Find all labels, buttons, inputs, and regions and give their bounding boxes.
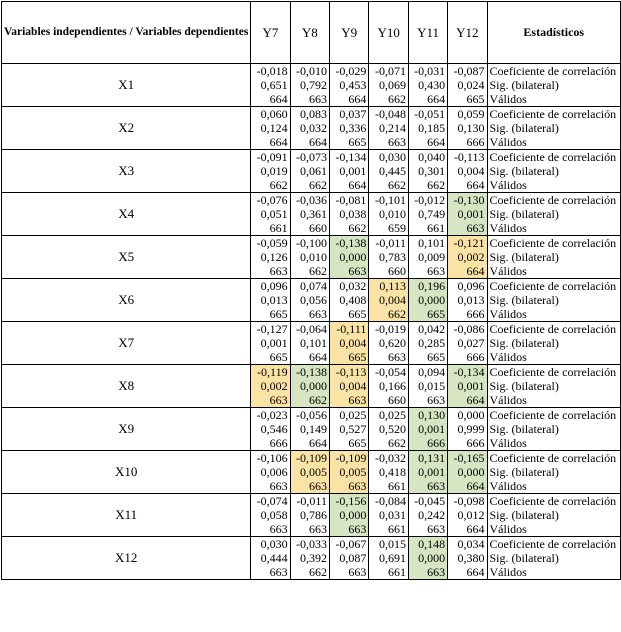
- valid-count-cell: 660: [290, 221, 329, 236]
- significance-cell: 0,004: [448, 164, 487, 178]
- coefficient-cell: -0,074: [251, 494, 290, 509]
- significance-cell: 0,038: [330, 207, 369, 221]
- coefficient-cell: -0,064: [290, 322, 329, 337]
- coefficient-cell: -0,056: [290, 408, 329, 423]
- significance-cell: 0,013: [448, 293, 487, 307]
- row-label: X7: [2, 322, 251, 365]
- significance-cell: 0,166: [369, 379, 409, 393]
- coefficient-cell: 0,030: [369, 150, 409, 165]
- coefficient-cell: 0,037: [330, 107, 369, 122]
- statistic-label: Sig. (bilateral): [487, 78, 621, 92]
- valid-count-cell: 666: [448, 307, 487, 322]
- significance-cell: 0,010: [369, 207, 409, 221]
- coefficient-cell: -0,111: [330, 322, 369, 337]
- coefficient-cell: -0,010: [290, 64, 329, 79]
- valid-count-cell: 664: [251, 135, 290, 150]
- row-label: X6: [2, 279, 251, 322]
- significance-cell: 0,361: [290, 207, 329, 221]
- significance-cell: 0,001: [251, 336, 290, 350]
- significance-cell: 0,005: [290, 465, 329, 479]
- significance-cell: 0,027: [448, 336, 487, 350]
- significance-cell: 0,000: [408, 293, 447, 307]
- statistic-label: Coeficiente de correlación: [487, 537, 621, 552]
- coefficient-cell: 0,096: [448, 279, 487, 294]
- row-label: X12: [2, 537, 251, 580]
- coefficient-cell: 0,196: [408, 279, 447, 294]
- coefficient-cell: -0,138: [290, 365, 329, 380]
- variables-header: Variables independientes / Variables dependientes: [2, 2, 251, 64]
- coefficient-cell: -0,011: [290, 494, 329, 509]
- significance-cell: 0,056: [290, 293, 329, 307]
- coefficient-cell: -0,091: [251, 150, 290, 165]
- significance-cell: 0,101: [290, 336, 329, 350]
- coefficient-cell: -0,011: [369, 236, 409, 251]
- coefficient-cell: -0,113: [448, 150, 487, 165]
- valid-count-cell: 661: [369, 479, 409, 494]
- significance-cell: 0,009: [408, 250, 447, 264]
- significance-cell: 0,000: [408, 551, 447, 565]
- significance-cell: 0,024: [448, 78, 487, 92]
- coefficient-cell: -0,073: [290, 150, 329, 165]
- significance-cell: 0,087: [330, 551, 369, 565]
- coefficient-cell: -0,134: [330, 150, 369, 165]
- table-row: [2, 408, 621, 423]
- significance-cell: 0,126: [251, 250, 290, 264]
- significance-cell: 0,004: [330, 379, 369, 393]
- valid-count-cell: 663: [251, 393, 290, 408]
- valid-count-cell: 664: [290, 135, 329, 150]
- table-row: [2, 322, 621, 337]
- statistic-label: Válidos: [487, 522, 621, 537]
- significance-cell: 0,620: [369, 336, 409, 350]
- valid-count-cell: 663: [408, 522, 447, 537]
- valid-count-cell: 662: [369, 178, 409, 193]
- valid-count-cell: 660: [369, 264, 409, 279]
- significance-cell: 0,999: [448, 422, 487, 436]
- table-row: [2, 107, 621, 122]
- coefficient-cell: -0,029: [330, 64, 369, 79]
- coefficient-cell: -0,019: [369, 322, 409, 337]
- significance-cell: 0,001: [330, 164, 369, 178]
- valid-count-cell: 663: [330, 565, 369, 580]
- coefficient-cell: 0,034: [448, 537, 487, 552]
- significance-cell: 0,000: [330, 508, 369, 522]
- coefficient-cell: 0,148: [408, 537, 447, 552]
- statistic-label: Coeficiente de correlación: [487, 408, 621, 423]
- significance-cell: 0,392: [290, 551, 329, 565]
- coefficient-cell: 0,060: [251, 107, 290, 122]
- valid-count-cell: 665: [330, 307, 369, 322]
- row-label: X8: [2, 365, 251, 408]
- statistic-label: Sig. (bilateral): [487, 207, 621, 221]
- header-row: [2, 2, 621, 64]
- valid-count-cell: 663: [408, 264, 447, 279]
- table-row: [2, 494, 621, 509]
- significance-cell: 0,527: [330, 422, 369, 436]
- statistic-label: Coeficiente de correlación: [487, 236, 621, 251]
- statistic-label: Sig. (bilateral): [487, 508, 621, 522]
- valid-count-cell: 664: [448, 178, 487, 193]
- column-header-y11: Y11: [408, 2, 447, 64]
- correlation-table: [1, 1, 621, 580]
- valid-count-cell: 665: [251, 350, 290, 365]
- significance-cell: 0,019: [251, 164, 290, 178]
- valid-count-cell: 662: [290, 393, 329, 408]
- significance-cell: 0,546: [251, 422, 290, 436]
- significance-cell: 0,444: [251, 551, 290, 565]
- significance-cell: 0,418: [369, 465, 409, 479]
- column-header-y8: Y8: [290, 2, 329, 64]
- statistic-label: Coeficiente de correlación: [487, 64, 621, 79]
- coefficient-cell: -0,012: [408, 193, 447, 208]
- significance-cell: 0,013: [251, 293, 290, 307]
- valid-count-cell: 665: [408, 307, 447, 322]
- significance-cell: 0,031: [369, 508, 409, 522]
- valid-count-cell: 661: [251, 221, 290, 236]
- significance-cell: 0,336: [330, 121, 369, 135]
- valid-count-cell: 664: [448, 479, 487, 494]
- valid-count-cell: 664: [448, 565, 487, 580]
- significance-cell: 0,001: [408, 422, 447, 436]
- coefficient-cell: 0,131: [408, 451, 447, 466]
- row-label: X5: [2, 236, 251, 279]
- valid-count-cell: 662: [330, 221, 369, 236]
- coefficient-cell: -0,109: [330, 451, 369, 466]
- valid-count-cell: 663: [251, 479, 290, 494]
- coefficient-cell: 0,096: [251, 279, 290, 294]
- significance-cell: 0,000: [290, 379, 329, 393]
- statistic-label: Sig. (bilateral): [487, 293, 621, 307]
- valid-count-cell: 663: [290, 92, 329, 107]
- valid-count-cell: 662: [290, 565, 329, 580]
- statistic-label: Sig. (bilateral): [487, 336, 621, 350]
- valid-count-cell: 664: [448, 264, 487, 279]
- coefficient-cell: 0,130: [408, 408, 447, 423]
- valid-count-cell: 663: [251, 264, 290, 279]
- valid-count-cell: 662: [369, 436, 409, 451]
- valid-count-cell: 664: [448, 522, 487, 537]
- row-label: X11: [2, 494, 251, 537]
- statistic-label: Válidos: [487, 92, 621, 107]
- coefficient-cell: -0,036: [290, 193, 329, 208]
- significance-cell: 0,005: [330, 465, 369, 479]
- valid-count-cell: 664: [290, 436, 329, 451]
- valid-count-cell: 664: [448, 393, 487, 408]
- coefficient-cell: -0,067: [330, 537, 369, 552]
- statistic-label: Sig. (bilateral): [487, 164, 621, 178]
- statistic-label: Válidos: [487, 307, 621, 322]
- valid-count-cell: 663: [408, 393, 447, 408]
- row-label: X1: [2, 64, 251, 107]
- table-row: [2, 64, 621, 79]
- statistic-label: Coeficiente de correlación: [487, 322, 621, 337]
- coefficient-cell: -0,113: [330, 365, 369, 380]
- valid-count-cell: 663: [251, 565, 290, 580]
- coefficient-cell: -0,101: [369, 193, 409, 208]
- coefficient-cell: -0,138: [330, 236, 369, 251]
- statistic-label: Coeficiente de correlación: [487, 365, 621, 380]
- column-header-y9: Y9: [330, 2, 369, 64]
- valid-count-cell: 662: [251, 178, 290, 193]
- significance-cell: 0,006: [251, 465, 290, 479]
- coefficient-cell: -0,045: [408, 494, 447, 509]
- coefficient-cell: -0,130: [448, 193, 487, 208]
- table-row: [2, 451, 621, 466]
- valid-count-cell: 663: [290, 522, 329, 537]
- statistic-label: Válidos: [487, 350, 621, 365]
- valid-count-cell: 663: [369, 350, 409, 365]
- valid-count-cell: 664: [330, 92, 369, 107]
- valid-count-cell: 666: [408, 436, 447, 451]
- coefficient-cell: 0,094: [408, 365, 447, 380]
- significance-cell: 0,002: [251, 379, 290, 393]
- valid-count-cell: 662: [369, 92, 409, 107]
- valid-count-cell: 662: [290, 178, 329, 193]
- coefficient-cell: 0,074: [290, 279, 329, 294]
- table-row: [2, 150, 621, 165]
- valid-count-cell: 660: [369, 393, 409, 408]
- row-label: X3: [2, 150, 251, 193]
- coefficient-cell: -0,018: [251, 64, 290, 79]
- statistic-label: Coeficiente de correlación: [487, 107, 621, 122]
- valid-count-cell: 664: [290, 350, 329, 365]
- statistic-label: Válidos: [487, 479, 621, 494]
- significance-cell: 0,185: [408, 121, 447, 135]
- significance-cell: 0,058: [251, 508, 290, 522]
- valid-count-cell: 665: [330, 135, 369, 150]
- valid-count-cell: 662: [408, 178, 447, 193]
- table-body: [2, 64, 621, 580]
- statistic-label: Sig. (bilateral): [487, 121, 621, 135]
- valid-count-cell: 663: [330, 264, 369, 279]
- valid-count-cell: 661: [369, 522, 409, 537]
- valid-count-cell: 663: [290, 307, 329, 322]
- coefficient-cell: -0,087: [448, 64, 487, 79]
- coefficient-cell: 0,000: [448, 408, 487, 423]
- statistic-label: Válidos: [487, 436, 621, 451]
- coefficient-cell: 0,059: [448, 107, 487, 122]
- significance-cell: 0,792: [290, 78, 329, 92]
- coefficient-cell: -0,086: [448, 322, 487, 337]
- column-header-y7: Y7: [251, 2, 290, 64]
- significance-cell: 0,000: [330, 250, 369, 264]
- statistic-label: Coeficiente de correlación: [487, 494, 621, 509]
- statistic-label: Válidos: [487, 393, 621, 408]
- significance-cell: 0,015: [408, 379, 447, 393]
- coefficient-cell: -0,059: [251, 236, 290, 251]
- coefficient-cell: -0,165: [448, 451, 487, 466]
- valid-count-cell: 663: [369, 135, 409, 150]
- coefficient-cell: -0,081: [330, 193, 369, 208]
- coefficient-cell: -0,127: [251, 322, 290, 337]
- significance-cell: 0,069: [369, 78, 409, 92]
- significance-cell: 0,651: [251, 78, 290, 92]
- significance-cell: 0,242: [408, 508, 447, 522]
- valid-count-cell: 662: [290, 264, 329, 279]
- table-row: [2, 537, 621, 552]
- coefficient-cell: -0,051: [408, 107, 447, 122]
- coefficient-cell: -0,109: [290, 451, 329, 466]
- significance-cell: 0,032: [290, 121, 329, 135]
- valid-count-cell: 666: [448, 436, 487, 451]
- significance-cell: 0,214: [369, 121, 409, 135]
- coefficient-cell: 0,101: [408, 236, 447, 251]
- valid-count-cell: 663: [408, 565, 447, 580]
- statistic-label: Coeficiente de correlación: [487, 279, 621, 294]
- significance-cell: 0,000: [448, 465, 487, 479]
- significance-cell: 0,430: [408, 78, 447, 92]
- valid-count-cell: 663: [290, 479, 329, 494]
- significance-cell: 0,001: [408, 465, 447, 479]
- valid-count-cell: 661: [408, 221, 447, 236]
- coefficient-cell: -0,033: [290, 537, 329, 552]
- statistic-label: Coeficiente de correlación: [487, 150, 621, 165]
- statistics-header: Estadísticos: [487, 2, 621, 64]
- valid-count-cell: 666: [448, 350, 487, 365]
- significance-cell: 0,001: [448, 207, 487, 221]
- statistic-label: Válidos: [487, 135, 621, 150]
- valid-count-cell: 665: [330, 436, 369, 451]
- coefficient-cell: -0,100: [290, 236, 329, 251]
- valid-count-cell: 663: [330, 522, 369, 537]
- coefficient-cell: 0,030: [251, 537, 290, 552]
- coefficient-cell: 0,025: [369, 408, 409, 423]
- coefficient-cell: -0,098: [448, 494, 487, 509]
- valid-count-cell: 661: [369, 565, 409, 580]
- valid-count-cell: 659: [369, 221, 409, 236]
- table-row: [2, 279, 621, 294]
- coefficient-cell: 0,015: [369, 537, 409, 552]
- statistic-label: Válidos: [487, 565, 621, 580]
- statistic-label: Sig. (bilateral): [487, 250, 621, 264]
- coefficient-cell: 0,040: [408, 150, 447, 165]
- valid-count-cell: 665: [448, 92, 487, 107]
- coefficient-cell: -0,106: [251, 451, 290, 466]
- coefficient-cell: 0,032: [330, 279, 369, 294]
- coefficient-cell: -0,071: [369, 64, 409, 79]
- significance-cell: 0,130: [448, 121, 487, 135]
- significance-cell: 0,749: [408, 207, 447, 221]
- coefficient-cell: -0,121: [448, 236, 487, 251]
- significance-cell: 0,010: [290, 250, 329, 264]
- valid-count-cell: 666: [251, 436, 290, 451]
- coefficient-cell: 0,042: [408, 322, 447, 337]
- coefficient-cell: -0,054: [369, 365, 409, 380]
- coefficient-cell: -0,048: [369, 107, 409, 122]
- significance-cell: 0,786: [290, 508, 329, 522]
- significance-cell: 0,301: [408, 164, 447, 178]
- valid-count-cell: 663: [330, 479, 369, 494]
- valid-count-cell: 663: [330, 393, 369, 408]
- significance-cell: 0,002: [448, 250, 487, 264]
- table-row: [2, 365, 621, 380]
- significance-cell: 0,061: [290, 164, 329, 178]
- row-label: X4: [2, 193, 251, 236]
- table-row: [2, 236, 621, 251]
- statistic-label: Sig. (bilateral): [487, 551, 621, 565]
- significance-cell: 0,408: [330, 293, 369, 307]
- significance-cell: 0,285: [408, 336, 447, 350]
- significance-cell: 0,453: [330, 78, 369, 92]
- table-row: [2, 193, 621, 208]
- coefficient-cell: -0,119: [251, 365, 290, 380]
- significance-cell: 0,004: [330, 336, 369, 350]
- coefficient-cell: -0,031: [408, 64, 447, 79]
- coefficient-cell: -0,076: [251, 193, 290, 208]
- valid-count-cell: 664: [408, 92, 447, 107]
- significance-cell: 0,012: [448, 508, 487, 522]
- valid-count-cell: 663: [448, 221, 487, 236]
- significance-cell: 0,380: [448, 551, 487, 565]
- coefficient-cell: -0,084: [369, 494, 409, 509]
- statistic-label: Sig. (bilateral): [487, 379, 621, 393]
- coefficient-cell: -0,134: [448, 365, 487, 380]
- statistic-label: Válidos: [487, 178, 621, 193]
- valid-count-cell: 665: [330, 350, 369, 365]
- valid-count-cell: 663: [408, 479, 447, 494]
- significance-cell: 0,445: [369, 164, 409, 178]
- valid-count-cell: 662: [369, 307, 409, 322]
- valid-count-cell: 664: [408, 135, 447, 150]
- coefficient-cell: 0,025: [330, 408, 369, 423]
- significance-cell: 0,149: [290, 422, 329, 436]
- valid-count-cell: 664: [251, 92, 290, 107]
- significance-cell: 0,051: [251, 207, 290, 221]
- statistic-label: Sig. (bilateral): [487, 465, 621, 479]
- row-label: X2: [2, 107, 251, 150]
- valid-count-cell: 665: [251, 307, 290, 322]
- significance-cell: 0,001: [448, 379, 487, 393]
- coefficient-cell: -0,156: [330, 494, 369, 509]
- row-label: X9: [2, 408, 251, 451]
- statistic-label: Coeficiente de correlación: [487, 451, 621, 466]
- valid-count-cell: 664: [330, 178, 369, 193]
- column-header-y12: Y12: [448, 2, 487, 64]
- statistic-label: Coeficiente de correlación: [487, 193, 621, 208]
- coefficient-cell: 0,083: [290, 107, 329, 122]
- significance-cell: 0,520: [369, 422, 409, 436]
- significance-cell: 0,783: [369, 250, 409, 264]
- valid-count-cell: 663: [251, 522, 290, 537]
- coefficient-cell: -0,032: [369, 451, 409, 466]
- coefficient-cell: 0,113: [369, 279, 409, 294]
- statistic-label: Válidos: [487, 264, 621, 279]
- significance-cell: 0,691: [369, 551, 409, 565]
- row-label: X10: [2, 451, 251, 494]
- coefficient-cell: -0,023: [251, 408, 290, 423]
- significance-cell: 0,004: [369, 293, 409, 307]
- valid-count-cell: 666: [448, 135, 487, 150]
- statistic-label: Sig. (bilateral): [487, 422, 621, 436]
- valid-count-cell: 665: [408, 350, 447, 365]
- statistic-label: Válidos: [487, 221, 621, 236]
- column-header-y10: Y10: [369, 2, 409, 64]
- significance-cell: 0,124: [251, 121, 290, 135]
